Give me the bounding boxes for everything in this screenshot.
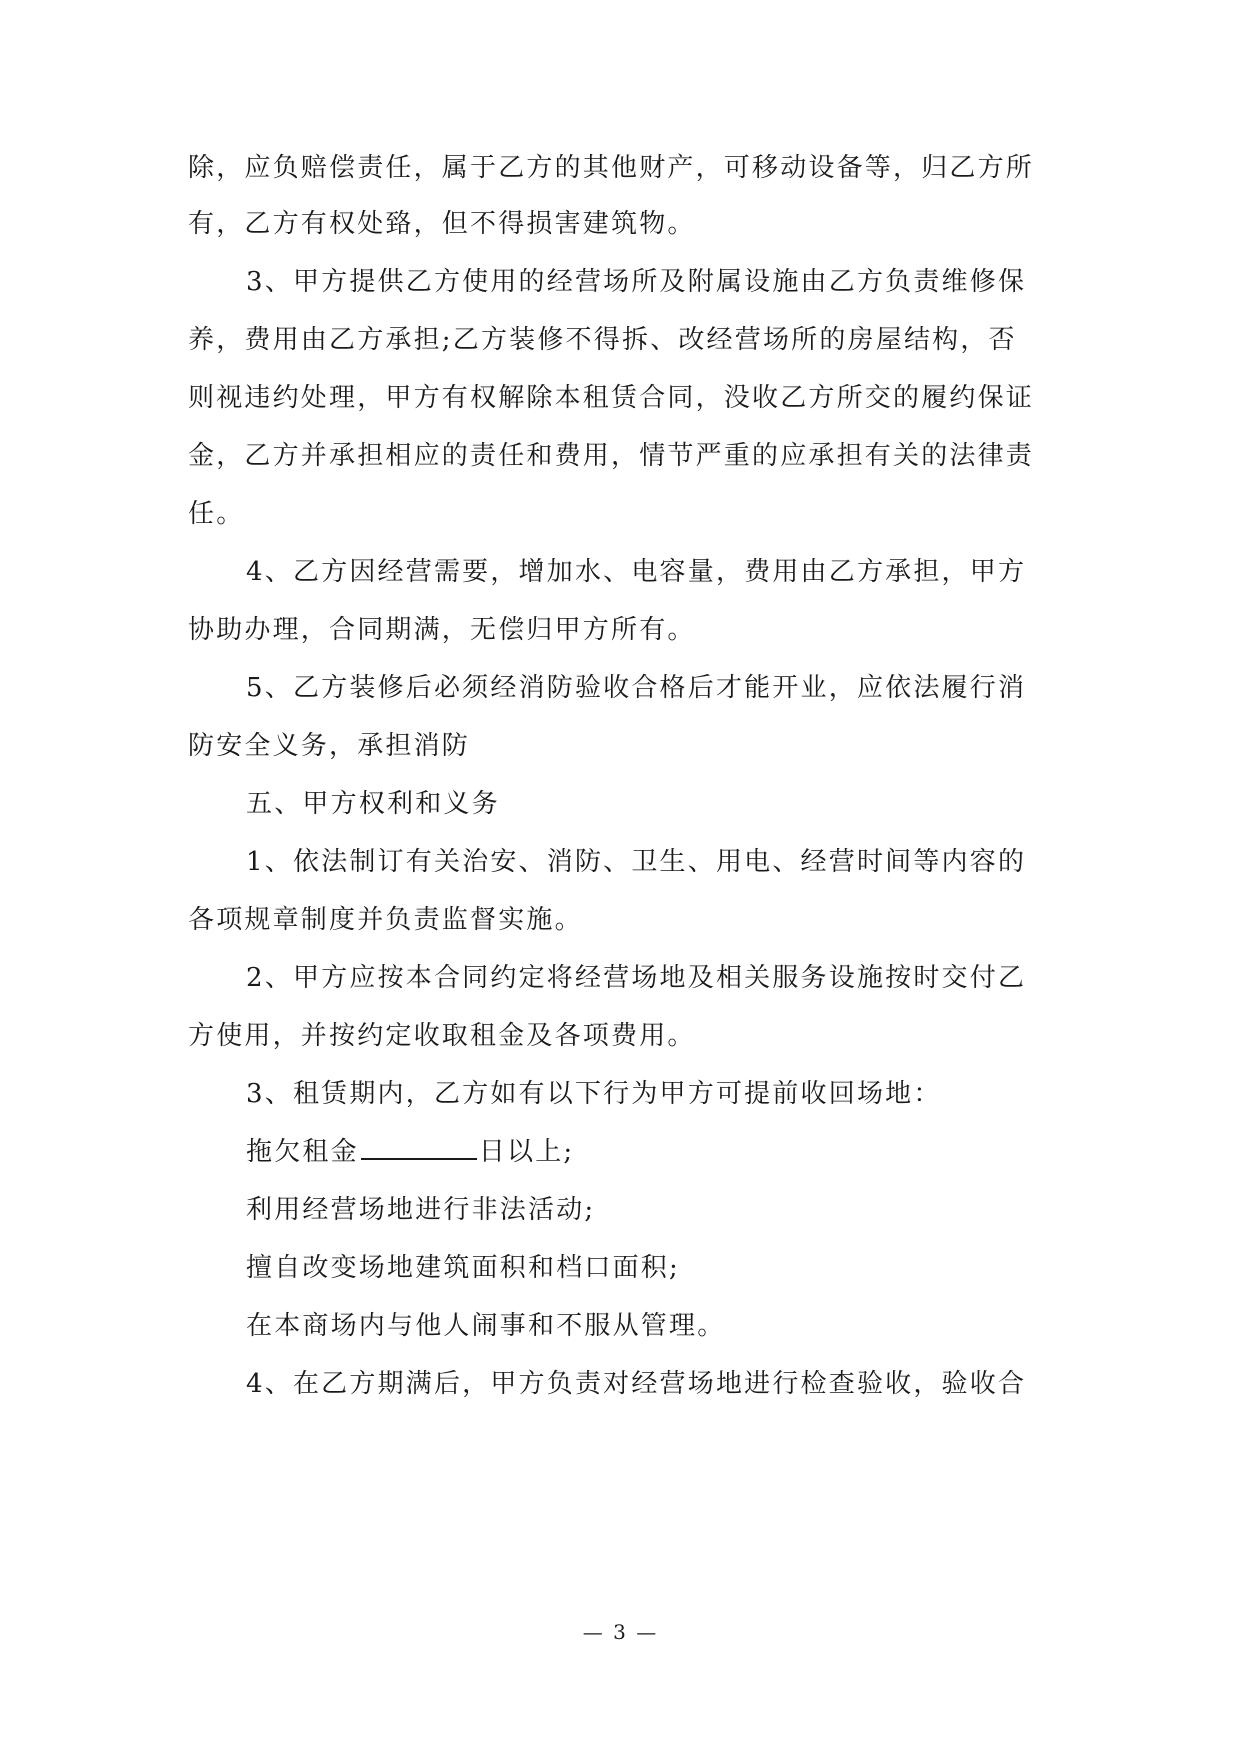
paragraph-line: 防安全义务，承担消防 <box>188 731 471 761</box>
paragraph-line: 金，乙方并承担相应的责任和费用，情节严重的应承担有关的法律责 <box>188 441 1035 471</box>
paragraph-line: 各项规章制度并负责监督实施。 <box>188 905 583 935</box>
fill-in-line <box>246 1132 1058 1172</box>
paragraph-line: 则视违约处理，甲方有权解除本租赁合同，没收乙方所交的履约保证 <box>188 383 1035 413</box>
section-heading: 五、甲方权利和义务 <box>246 789 500 819</box>
paragraph-line: 5、乙方装修后必须经消防验收合格后才能开业，应依法履行消 <box>246 673 1027 703</box>
paragraph-line: 除，应负赔偿责任，属于乙方的其他财产，可移动设备等，归乙方所 <box>188 153 1035 183</box>
fill-in-prefix: 拖欠租金 <box>246 1137 359 1167</box>
fill-in-suffix: 日以上; <box>478 1137 575 1167</box>
paragraph-line: 任。 <box>188 499 245 529</box>
paragraph-line: 4、乙方因经营需要，增加水、电容量，费用由乙方承担，甲方 <box>246 557 1027 587</box>
paragraph-line: 4、在乙方期满后，甲方负责对经营场地进行检查验收，验收合 <box>246 1369 1027 1399</box>
page-number: — 3 — <box>582 1620 659 1644</box>
list-item: 利用经营场地进行非法活动; <box>246 1195 596 1225</box>
paragraph-line: 有，乙方有权处臵，但不得损害建筑物。 <box>188 209 696 239</box>
list-item: 在本商场内与他人闹事和不服从管理。 <box>246 1311 726 1341</box>
paragraph-line: 2、甲方应按本合同约定将经营场地及相关服务设施按时交付乙 <box>246 963 1027 993</box>
paragraph-line: 养，费用由乙方承担;乙方装修不得拆、改经营场所的房屋结构，否 <box>188 325 1017 355</box>
paragraph-line: 3、甲方提供乙方使用的经营场所及附属设施由乙方负责维修保 <box>246 267 1027 297</box>
paragraph-line: 方使用，并按约定收取租金及各项费用。 <box>188 1021 696 1051</box>
paragraph-line: 协助办理，合同期满，无偿归甲方所有。 <box>188 615 696 645</box>
blank-underline <box>361 1134 477 1160</box>
paragraph-line: 1、依法制订有关治安、消防、卫生、用电、经营时间等内容的 <box>246 847 1027 877</box>
list-item: 擅自改变场地建筑面积和档口面积; <box>246 1253 680 1283</box>
paragraph-line: 3、租赁期内，乙方如有以下行为甲方可提前收回场地： <box>246 1079 942 1109</box>
